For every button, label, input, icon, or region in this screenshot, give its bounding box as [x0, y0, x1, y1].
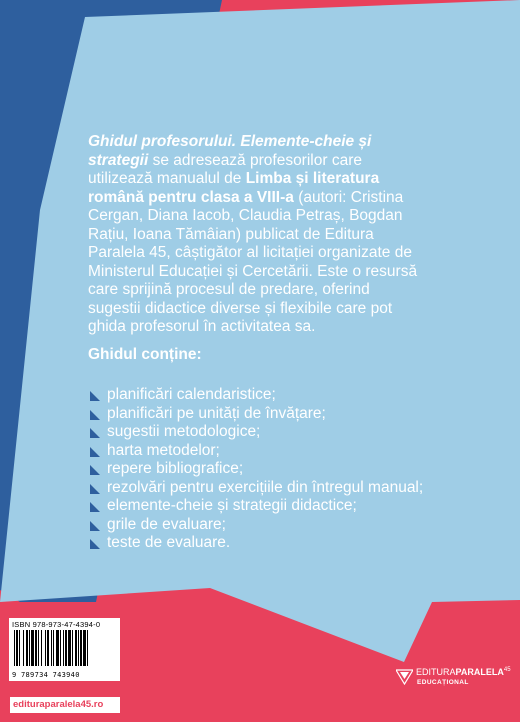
bullet-icon: [90, 502, 100, 512]
bullet-icon: [90, 447, 100, 457]
list-item: planificări calendaristice;: [90, 386, 423, 405]
bullet-icon: [90, 465, 100, 475]
list-item: elemente-cheie și strategii didactice;: [90, 497, 423, 516]
list-item: sugestii metodologice;: [90, 423, 423, 442]
intro-block: [88, 133, 418, 337]
list-item: planificări pe unități de învățare;: [90, 405, 423, 424]
intro-text-1: se adresează profesorilor care utilizează manualul de: [88, 151, 362, 187]
bullet-icon: [90, 539, 100, 549]
list-item: rezolvări pentru exercițiile din întregul manual;: [90, 479, 423, 498]
publisher-brand: EDITURAPARALELA$^{45}$: [416, 667, 511, 677]
list-item: repere bibliografice;: [90, 460, 423, 479]
bullet-icon: [90, 521, 100, 531]
guide-title: Ghidul profesorului. Elemente-cheie și strategii: [88, 133, 372, 169]
publisher-logo-icon: [396, 668, 413, 685]
subject-title: Limba și literatura română pentru clasa a VIII-a: [88, 170, 380, 206]
contents-heading: Ghidul conține:: [88, 346, 202, 363]
bullet-icon: [90, 428, 100, 438]
publisher-division: EDUCAȚIONAL: [417, 679, 469, 686]
bullet-icon: [90, 391, 100, 401]
publisher-logo: [396, 666, 514, 692]
bullet-icon: [90, 410, 100, 420]
barcode-digits: 9 789734 743940: [12, 671, 80, 679]
intro-text-2: (autori: Cristina Cergan, Diana Iacob, Claudia Petraș, Bogdan Rațiu, Ioana Tămâian) publicat de Editura Paralela 45, câștigător al licitației organizate de Ministerul Educației și Cercetării. Este o resursă care sprijină procesul de predare, oferind sugestii didactice diverse și flexibile care pot ghida profesorul în activitatea sa.: [88, 188, 418, 335]
contents-list: [90, 386, 423, 553]
list-item: grile de evaluare;: [90, 516, 423, 535]
bullet-icon: [90, 484, 100, 494]
website-label: editurаparalela45.ro: [10, 697, 120, 713]
list-item: harta metodelor;: [90, 442, 423, 461]
list-item: teste de evaluare.: [90, 534, 423, 553]
isbn-barcode-block: [9, 618, 120, 681]
barcode-icon: [12, 630, 117, 666]
intro-paragraph: [88, 133, 418, 337]
isbn-label: ISBN 978-973-47-4394-0: [12, 620, 101, 629]
